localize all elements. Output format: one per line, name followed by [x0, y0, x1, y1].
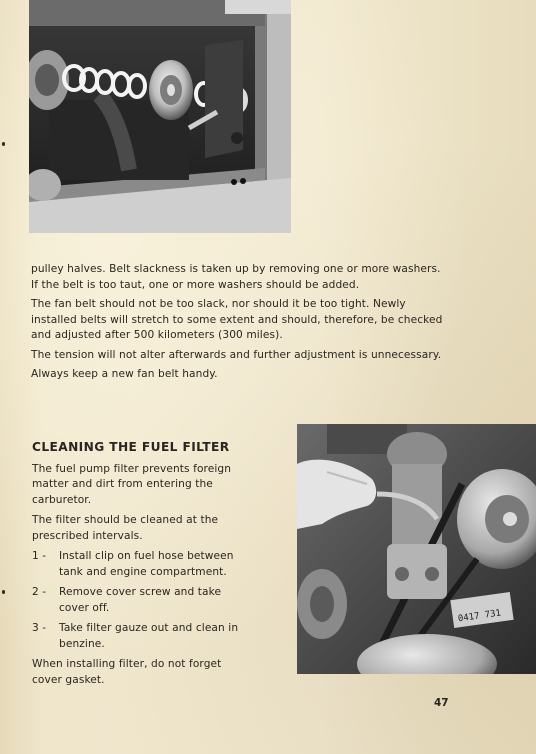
- section-heading: CLEANING THE FUEL FILTER: [32, 440, 230, 454]
- page-number: 47: [434, 697, 449, 709]
- body-paragraph: The tension will not alter afterwards and further adjustment is unnecessary.: [31, 348, 442, 361]
- body-paragraph: The fan belt should not be too slack, nor should it be too tight. Newly installed belts will stretch to some extent and should, therefore, be checked and adjusted after 500 kilometers (300 miles).: [31, 298, 443, 341]
- fan-belt-pulley-photo: [29, 0, 291, 233]
- step-text: Take filter gauze out and clean in benzine.: [59, 622, 239, 650]
- step-number: 1 -: [32, 550, 47, 562]
- step-item: [32, 585, 247, 616]
- step-number: 3 -: [32, 622, 47, 634]
- step-number: 2 -: [32, 586, 47, 598]
- step-item: [32, 621, 247, 652]
- body-paragraph: pulley halves. Belt slackness is taken up by removing one or more washers. If the belt is too taut, one or more washers should be added.: [31, 263, 441, 291]
- part-number-label: 0417 731: [457, 608, 502, 625]
- binding-hole-mark: [2, 590, 5, 594]
- intro-paragraph: The fuel pump filter prevents foreign matter and dirt from entering the carburetor.: [32, 462, 232, 506]
- fan-belt-instructions: [31, 262, 446, 387]
- binding-hole-mark: [2, 142, 5, 146]
- step-text: Remove cover screw and take cover off.: [59, 586, 222, 614]
- fuel-filter-section: [32, 440, 247, 693]
- closing-paragraph: When installing filter, do not forget cover gasket.: [32, 658, 222, 686]
- step-item: [32, 549, 247, 580]
- interval-paragraph: The filter should be cleaned at the prescribed intervals.: [32, 514, 219, 542]
- body-paragraph: Always keep a new fan belt handy.: [31, 368, 218, 380]
- fuel-pump-photo: [297, 424, 536, 674]
- step-text: Install clip on fuel hose between tank and engine compartment.: [59, 550, 234, 578]
